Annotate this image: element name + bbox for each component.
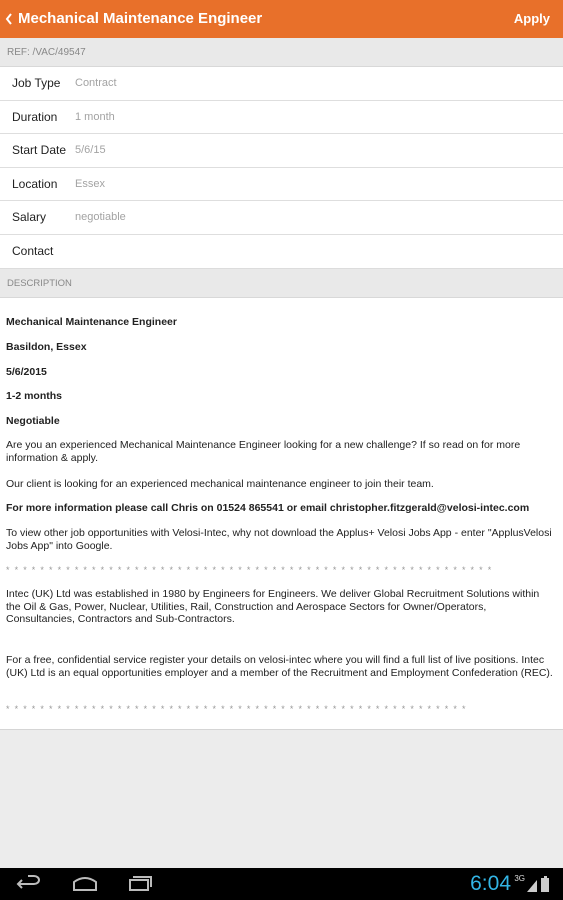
company-paragraph: Intec (UK) Ltd was established in 1980 by Engineers for Engineers. We deliver Global Recruitment Solutions within the Oil & Gas, Power, Nuclear, Utilities, Rail, Construction and Aerospace Sectors for Owner/Operators, Consultancies, Contractors and Sub-Contractors. — [6, 588, 540, 625]
company-paragraph: For a free, confidential service register your details on velosi-intec where you will find a full list of live positions. Intec (UK) Ltd is an equal opportunities employer and a member of the Recruitment and Employment Confederation (REC). — [6, 654, 553, 679]
description-date: 5/6/2015 — [6, 366, 47, 378]
description-paragraph: Are you an experienced Mechanical Maintenance Engineer looking for a new challenge? If so read on for more information & apply. — [6, 439, 521, 464]
detail-label: Start Date — [12, 143, 67, 158]
battery-icon — [541, 878, 549, 892]
detail-value: 1 month — [75, 110, 115, 123]
detail-row-contact[interactable] — [0, 235, 563, 269]
description-pay: Negotiable — [6, 415, 60, 427]
detail-label: Contact — [12, 244, 54, 259]
detail-value: 5/6/15 — [75, 144, 106, 157]
detail-value: Essex — [75, 177, 105, 190]
page-title: Mechanical Maintenance Engineer — [18, 10, 263, 27]
contact-info: For more information please call Chris on 01524 865541 or email christopher.fitzgerald@velosi-intec.com — [6, 502, 530, 514]
detail-label: Duration — [12, 109, 58, 124]
description-body — [0, 298, 563, 730]
description-paragraph: To view other job opportunities with Velosi-Intec, why not download the Applus+ Velosi Jobs App - enter "ApplusVelosi Jobs App" into Google. — [6, 527, 552, 552]
detail-row-job-type — [0, 67, 563, 101]
back-arrow-icon[interactable] — [16, 874, 42, 899]
detail-value: Contract — [75, 77, 117, 90]
up-button[interactable] — [0, 0, 14, 38]
detail-value: negotiable — [75, 211, 126, 224]
description-location: Basildon, Essex — [6, 341, 87, 353]
detail-row-start-date — [0, 134, 563, 168]
job-details-list — [0, 67, 563, 268]
chevron-left-icon — [4, 12, 14, 26]
action-bar — [0, 0, 563, 38]
detail-row-duration — [0, 101, 563, 135]
status-clock: 6:04 — [470, 872, 511, 895]
reference-number: REF: /VAC/49547 — [0, 38, 563, 67]
signal-icon — [527, 878, 537, 892]
detail-label: Salary — [12, 210, 47, 225]
description-header: DESCRIPTION — [0, 268, 563, 298]
description-paragraph: Our client is looking for an experienced mechanical maintenance engineer to join their team. — [6, 478, 434, 490]
separator-line: * * * * * * * * * * * * * * * * * * * * * * * * * * * * * * * * * * * * * * * * * * * * * * * * * * * * * * — [6, 704, 467, 714]
system-navigation-bar — [0, 868, 563, 900]
home-icon[interactable] — [71, 874, 99, 899]
detail-row-salary — [0, 201, 563, 235]
apply-button[interactable]: Apply — [513, 11, 550, 26]
network-type-label: 3G — [514, 874, 525, 883]
description-title: Mechanical Maintenance Engineer — [6, 316, 177, 328]
recent-apps-icon[interactable] — [127, 874, 153, 899]
description-duration: 1-2 months — [6, 390, 63, 402]
detail-label: Location — [12, 176, 58, 191]
detail-row-location — [0, 168, 563, 202]
separator-line: * * * * * * * * * * * * * * * * * * * * * * * * * * * * * * * * * * * * * * * * * * * * * * * * * * * * * * * * * — [6, 565, 493, 575]
detail-label: Job Type — [12, 76, 61, 91]
